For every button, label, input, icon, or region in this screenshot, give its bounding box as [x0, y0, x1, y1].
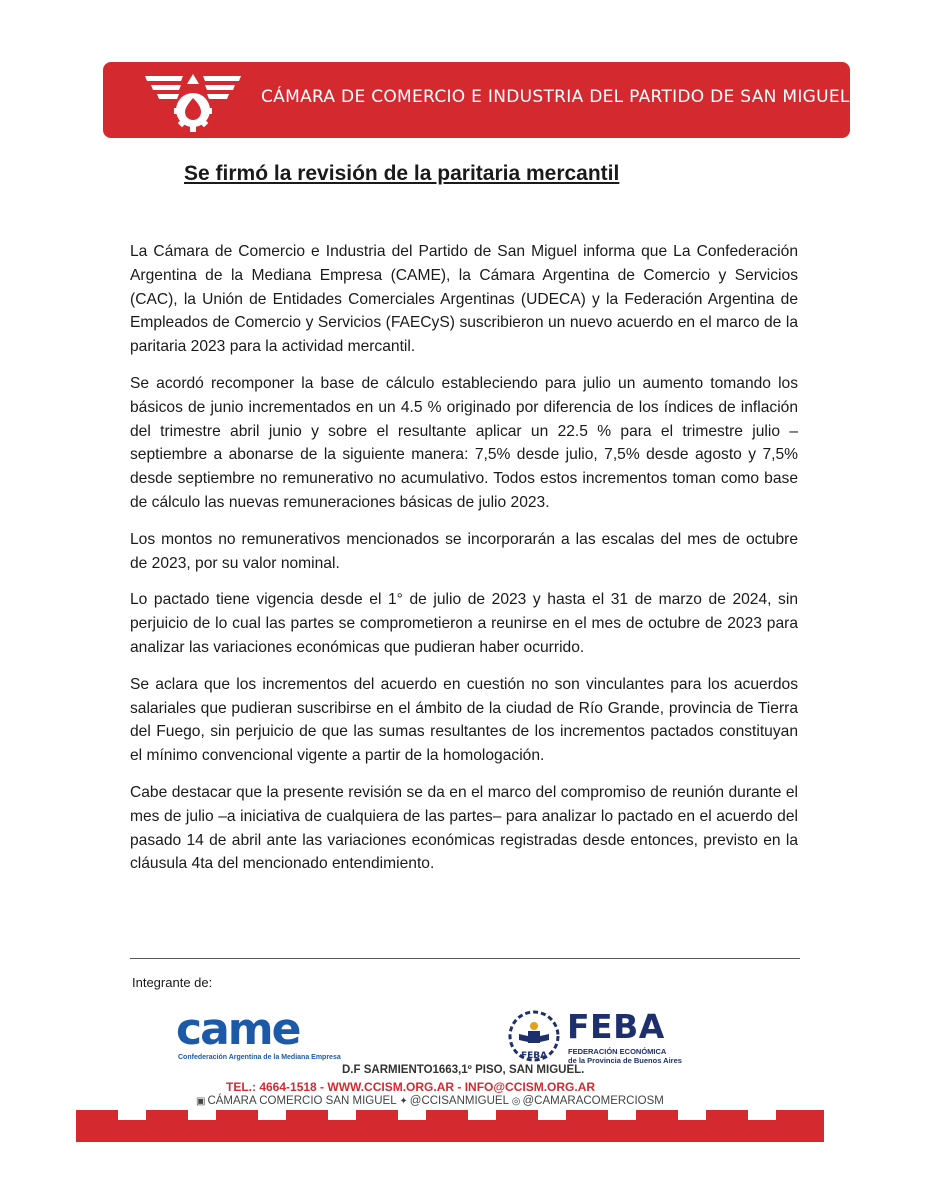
twitter-handle[interactable]: @CCISANMIGUEL — [409, 1095, 509, 1107]
instagram-icon: ◎ — [511, 1096, 521, 1107]
paragraph: Cabe destacar que la presente revisión se da en el marco del compromiso de reunión durante el mes de julio –a iniciativa de cualquiera de las partes– para analizar lo pactado en el acuerdo del pasado 14 de abril ante las variaciones económicas registradas desde entonces, previsto en la cláusula 4ta del mencionado entendimiento. — [130, 783, 798, 873]
social-links — [196, 1095, 664, 1107]
member-label: Integrante de: — [132, 975, 213, 990]
facebook-handle[interactable]: CÁMARA COMERCIO SAN MIGUEL — [207, 1095, 397, 1107]
paragraph: Lo pactado tiene vigencia desde el 1° de julio de 2023 y hasta el 31 de marzo de 2024, sin perjuicio de lo cual las partes se comprometieron a reunirse en el mes de octubre de 2023 para analizar las variaciones económicas que pudieran haber ocurrido. — [130, 591, 798, 656]
footer-divider — [130, 958, 800, 959]
feba-emblem-label: FEBA — [520, 1051, 548, 1061]
facebook-icon: ▣ — [196, 1096, 206, 1107]
feba-subtitle-line2: de la Provincia de Buenos Aires — [568, 1055, 682, 1065]
paragraph: Se aclara que los incrementos del acuerdo en cuestión no son vinculantes para los acuerdos salariales que pudieran suscribirse en el ámbito de la ciudad de Río Grande, provincia de Tierra del Fuego, sin perjuicio de que las sumas resultantes de los incrementos pactados constituyan el mínimo convencional vigente a partir de la homologación. — [130, 675, 798, 765]
came-logo — [176, 1004, 341, 1066]
article-body — [130, 240, 798, 889]
address: D.F SARMIENTO1663,1º PISO, SAN MIGUEL. — [342, 1064, 585, 1076]
feba-emblem-icon — [505, 1008, 563, 1064]
phone-web-email: TEL.: 4664-1518 - WWW.CCISM.ORG.AR - INFO@CCISM.ORG.AR — [226, 1080, 596, 1094]
twitter-icon: ✦ — [399, 1096, 408, 1107]
came-logo-wordmark: came — [176, 1004, 300, 1055]
feba-logo-subtitle — [568, 1048, 682, 1065]
page-title: Se firmó la revisión de la paritaria mercantil — [184, 162, 620, 185]
feba-logo — [505, 1008, 680, 1068]
paragraph: La Cámara de Comercio e Industria del Partido de San Miguel informa que La Confederación Argentina de la Mediana Empresa (CAME), la Cámara Argentina de Comercio y Servicios (CAC), la Unión de Entidades Comerciales Argentinas (UDECA) y la Federación Argentina de Empleados de Comercio y Servicios (FAECyS) suscribieron un nuevo acuerdo en el marco de la paritaria 2023 para la actividad mercantil. — [130, 243, 798, 356]
header-banner — [103, 62, 850, 138]
instagram-handle[interactable]: @CAMARACOMERCIOSM — [522, 1095, 664, 1107]
paragraph: Se acordó recomponer la base de cálculo estableciendo para julio un aumento tomando los básicos de junio incrementados en un 4.5 % originado por diferencia de los índices de inflación del trimestre abril junio y sobre el resultante aplicar un 22.5 % para el trimestre julio – septiembre a abonarse de la siguiente manera: 7,5% desde julio, 7,5% desde agosto y 7,5% desde septiembre no remunerativo no acumulativo. Todos estos incrementos toman como base de cálculo las nuevas remuneraciones básicas de julio 2023. — [130, 374, 798, 511]
gear-flame-wings-icon — [143, 70, 243, 132]
paragraph: Los montos no remunerativos mencionados se incorporarán a las escalas del mes de octubre de 2023, por su valor nominal. — [130, 530, 798, 572]
organization-name: CÁMARA DE COMERCIO E INDUSTRIA DEL PARTIDO DE SAN MIGUEL — [261, 87, 850, 107]
bottom-battlement-border — [76, 1110, 824, 1142]
came-logo-subtitle: Confederación Argentina de la Mediana Empresa — [178, 1054, 341, 1061]
feba-subtitle-line1: FEDERACIÓN ECONÓMICA — [568, 1047, 667, 1056]
feba-logo-wordmark: FEBA — [567, 1007, 665, 1046]
